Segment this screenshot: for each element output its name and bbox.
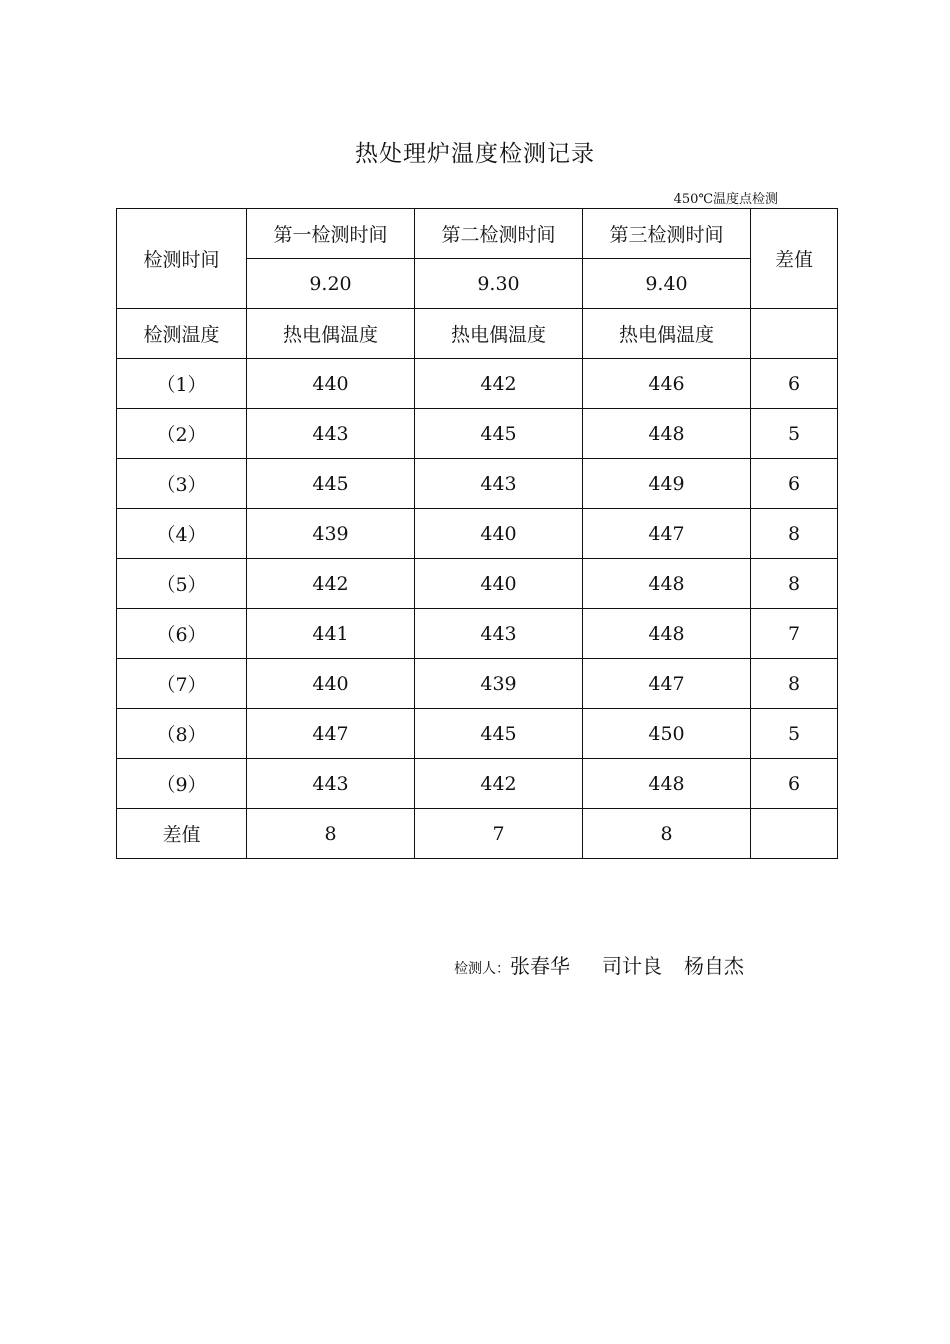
footer-diff-1: 8 [247,809,415,859]
session-1-time: 9.20 [247,259,415,309]
inspector-name-2: 司计良 [602,954,662,978]
diff-cell: 6 [751,759,838,809]
diff-cell: 7 [751,609,838,659]
temperature-point-note: 450℃温度点检测 [673,192,778,207]
session-3-header: 第三检测时间 [583,209,751,259]
table-row [117,359,838,409]
reading-cell: 445 [247,459,415,509]
reading-cell: 448 [583,609,751,659]
subheader-diff-cell [751,309,838,359]
reading-cell: 442 [415,759,583,809]
reading-cell: 440 [247,659,415,709]
reading-cell: 443 [415,459,583,509]
header-row [117,209,838,259]
diff-cell: 8 [751,659,838,709]
reading-cell: 445 [415,709,583,759]
reading-cell: 448 [583,559,751,609]
table-row [117,609,838,659]
table-row [117,459,838,509]
table-row [117,659,838,709]
point-cell: （8） [117,709,247,759]
inspector-signature [454,950,744,979]
footer-diff-2: 7 [415,809,583,859]
session-3-time: 9.40 [583,259,751,309]
reading-cell: 439 [415,659,583,709]
reading-cell: 442 [415,359,583,409]
diff-cell: 6 [751,459,838,509]
session-2-header: 第二检测时间 [415,209,583,259]
reading-cell: 447 [583,659,751,709]
reading-cell: 440 [415,559,583,609]
reading-cell: 441 [247,609,415,659]
table-row [117,509,838,559]
inspector-name-3: 杨自杰 [684,954,744,978]
table-row [117,759,838,809]
reading-cell: 440 [415,509,583,559]
reading-cell: 447 [583,509,751,559]
table-row [117,409,838,459]
point-cell: （6） [117,609,247,659]
point-cell: （3） [117,459,247,509]
diff-cell: 8 [751,559,838,609]
reading-cell: 450 [583,709,751,759]
reading-cell: 449 [583,459,751,509]
reading-cell: 443 [247,409,415,459]
diff-header: 差值 [751,209,838,309]
footer-diff-row [117,809,838,859]
point-cell: （4） [117,509,247,559]
reading-cell: 446 [583,359,751,409]
diff-cell: 8 [751,509,838,559]
point-cell: （9） [117,759,247,809]
inspector-name-1: 张春华 [510,954,570,978]
temperature-record-table [116,208,838,859]
measure-2-cell: 热电偶温度 [415,309,583,359]
time-label-cell: 检测时间 [117,209,247,309]
point-cell: （1） [117,359,247,409]
reading-cell: 447 [247,709,415,759]
footer-diff-empty [751,809,838,859]
table-row [117,709,838,759]
reading-cell: 443 [415,609,583,659]
diff-cell: 5 [751,409,838,459]
temp-label-cell: 检测温度 [117,309,247,359]
point-cell: （2） [117,409,247,459]
session-2-time: 9.30 [415,259,583,309]
table-row [117,559,838,609]
footer-diff-3: 8 [583,809,751,859]
diff-cell: 6 [751,359,838,409]
session-1-header: 第一检测时间 [247,209,415,259]
inspector-label: 检测人： [454,961,510,977]
footer-diff-label: 差值 [117,809,247,859]
reading-cell: 440 [247,359,415,409]
reading-cell: 443 [247,759,415,809]
measure-1-cell: 热电偶温度 [247,309,415,359]
reading-cell: 448 [583,409,751,459]
point-cell: （5） [117,559,247,609]
reading-cell: 439 [247,509,415,559]
diff-cell: 5 [751,709,838,759]
reading-cell: 442 [247,559,415,609]
reading-cell: 448 [583,759,751,809]
point-cell: （7） [117,659,247,709]
measure-3-cell: 热电偶温度 [583,309,751,359]
page-title: 热处理炉温度检测记录 [355,141,595,167]
reading-cell: 445 [415,409,583,459]
subheader-row [117,309,838,359]
